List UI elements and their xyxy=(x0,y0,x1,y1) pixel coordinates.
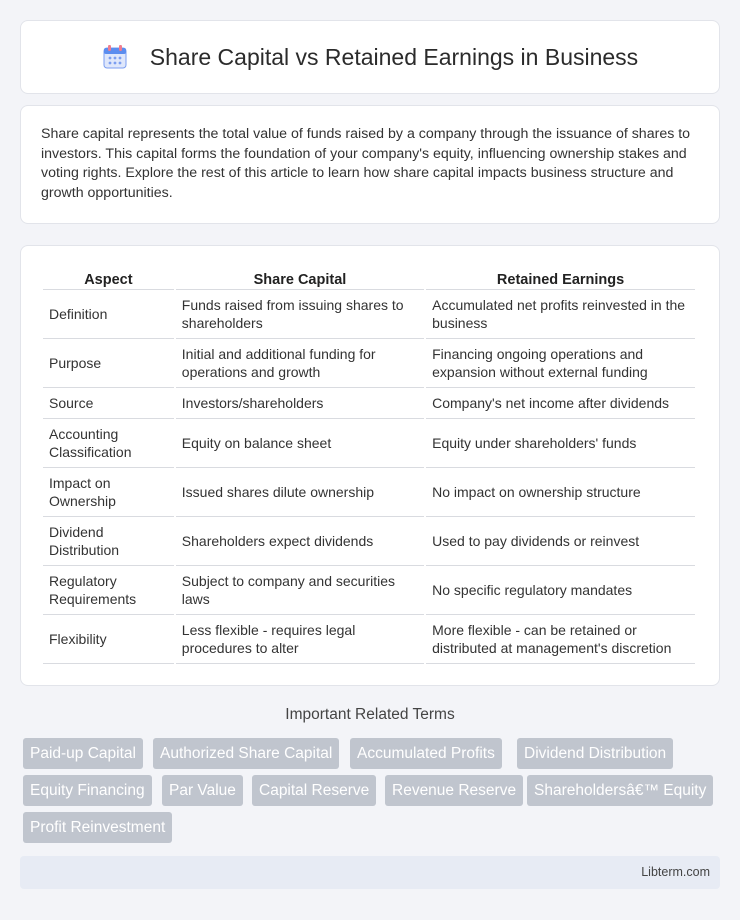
tag-paid-up-capital[interactable]: Paid-up Capital xyxy=(23,738,143,769)
table-row xyxy=(43,339,695,388)
row-aspect: Impact on Ownership xyxy=(43,468,174,517)
row-aspect: Dividend Distribution xyxy=(43,517,174,566)
tag-authorized-share-capital[interactable]: Authorized Share Capital xyxy=(153,738,339,769)
tag-profit-reinvestment[interactable]: Profit Reinvestment xyxy=(23,812,172,843)
row-share-capital: Initial and additional funding for operations and growth xyxy=(176,339,424,388)
table-row xyxy=(43,290,695,339)
row-share-capital: Equity on balance sheet xyxy=(176,419,424,468)
row-aspect: Source xyxy=(43,388,174,419)
tag-accumulated-profits[interactable]: Accumulated Profits xyxy=(350,738,502,769)
row-retained-earnings: Accumulated net profits reinvested in the business xyxy=(426,290,695,339)
page-title: Share Capital vs Retained Earnings in Business xyxy=(149,43,639,70)
row-retained-earnings: No impact on ownership structure xyxy=(426,468,695,517)
header-aspect: Aspect xyxy=(43,262,174,290)
comparison-table xyxy=(41,262,697,664)
row-aspect: Definition xyxy=(43,290,174,339)
footer-site-link[interactable]: Libterm.com xyxy=(641,865,710,879)
tag-equity-financing[interactable]: Equity Financing xyxy=(23,775,152,806)
footer xyxy=(20,856,720,889)
row-share-capital: Subject to company and securities laws xyxy=(176,566,424,615)
row-retained-earnings: Company's net income after dividends xyxy=(426,388,695,419)
table-row xyxy=(43,615,695,664)
calendar-icon xyxy=(102,44,128,70)
row-aspect: Flexibility xyxy=(43,615,174,664)
table-row xyxy=(43,419,695,468)
row-retained-earnings: Equity under shareholders' funds xyxy=(426,419,695,468)
row-retained-earnings: More flexible - can be retained or distributed at management's discretion xyxy=(426,615,695,664)
table-row xyxy=(43,517,695,566)
row-aspect: Accounting Classification xyxy=(43,419,174,468)
related-terms-title: Important Related Terms xyxy=(285,706,455,723)
comparison-table-card xyxy=(20,245,720,686)
header-card xyxy=(20,20,720,94)
tag-capital-reserve[interactable]: Capital Reserve xyxy=(252,775,376,806)
table-row xyxy=(43,566,695,615)
tag-revenue-reserve[interactable]: Revenue Reserve xyxy=(385,775,523,806)
tag-shareholders-equity[interactable]: Shareholdersâ€™ Equity xyxy=(527,775,713,806)
header-retained-earnings: Retained Earnings xyxy=(426,262,695,290)
row-retained-earnings: Used to pay dividends or reinvest xyxy=(426,517,695,566)
intro-card xyxy=(20,105,720,224)
row-aspect: Purpose xyxy=(43,339,174,388)
row-share-capital: Funds raised from issuing shares to shareholders xyxy=(176,290,424,339)
row-share-capital: Shareholders expect dividends xyxy=(176,517,424,566)
row-retained-earnings: Financing ongoing operations and expansion without external funding xyxy=(426,339,695,388)
row-share-capital: Less flexible - requires legal procedures to alter xyxy=(176,615,424,664)
row-share-capital: Issued shares dilute ownership xyxy=(176,468,424,517)
row-share-capital: Investors/shareholders xyxy=(176,388,424,419)
table-header-row xyxy=(43,262,695,290)
intro-text: Share capital represents the total value of funds raised by a company through the issuance of shares to investors. This capital forms the foundation of your company's equity, influencing ownership stakes and voting rights. Explore the rest of this article to learn how share capital impacts business structure and growth opportunities. xyxy=(41,126,691,201)
header-share-capital: Share Capital xyxy=(176,262,424,290)
tag-par-value[interactable]: Par Value xyxy=(162,775,243,806)
row-retained-earnings: No specific regulatory mandates xyxy=(426,566,695,615)
table-row xyxy=(43,468,695,517)
table-row xyxy=(43,388,695,419)
row-aspect: Regulatory Requirements xyxy=(43,566,174,615)
tag-dividend-distribution[interactable]: Dividend Distribution xyxy=(517,738,673,769)
